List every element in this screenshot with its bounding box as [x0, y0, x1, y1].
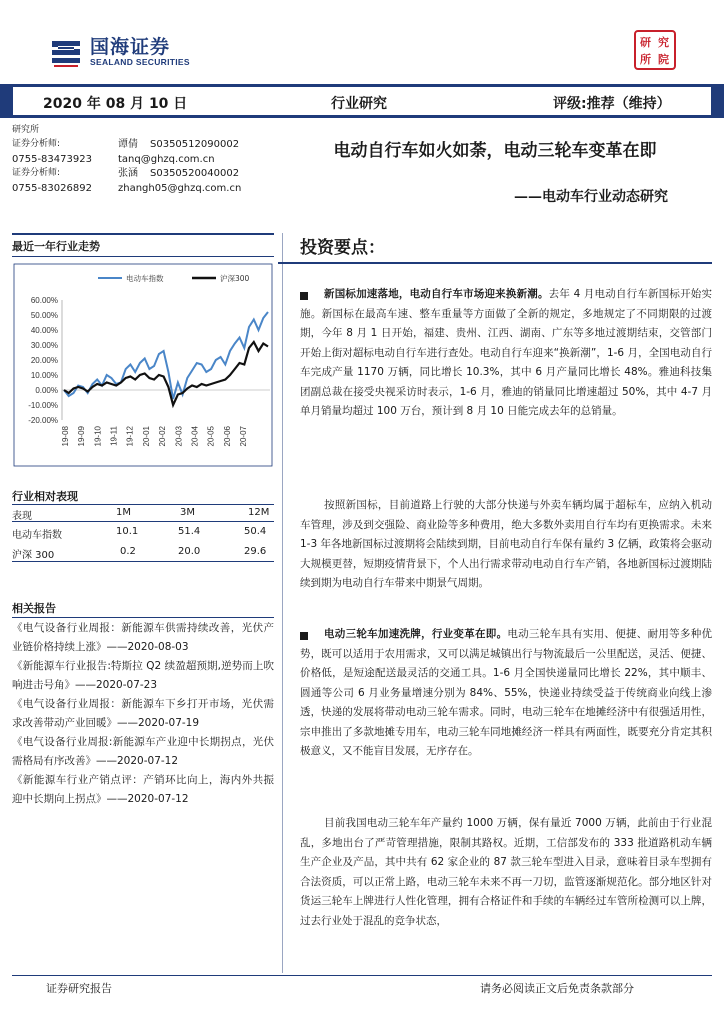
y-tick-label: -20.00%: [28, 416, 58, 425]
legend-label: 电动车指数: [126, 274, 164, 283]
paragraph-lead: 新国标加速落地，电动自行车市场迎来换新潮。: [324, 288, 549, 300]
analyst2-id: S0350520040002: [150, 168, 240, 179]
perf-row-12m: 50.4: [244, 526, 267, 537]
footer-right-text: 请务必阅读正文后免责条款部分: [480, 982, 634, 995]
y-tick-label: 50.00%: [30, 311, 58, 320]
x-tick-label: 20-02: [158, 426, 168, 447]
perf-row-name: 电动车指数: [12, 530, 62, 541]
y-tick-label: 0.00%: [35, 386, 58, 395]
table-row: [12, 544, 274, 562]
y-tick-label: 20.00%: [30, 356, 58, 365]
x-tick-label: 20-07: [239, 426, 248, 447]
left-divider: [12, 233, 274, 235]
paragraph-new-standard: [300, 285, 712, 422]
x-tick-label: 19-12: [125, 426, 135, 447]
paragraph-tricycle: [300, 625, 712, 762]
analyst1-phone: 0755-83473923: [12, 154, 92, 165]
performance-heading: 行业相对表现: [12, 490, 78, 503]
y-tick-label: 60.00%: [30, 296, 58, 305]
list-item[interactable]: 《新能源车行业报告:特斯拉 Q2 续盈超预期,逆势而上吹响进击号角》——2020-07-23: [12, 660, 274, 691]
perf-col-1m: 1M: [116, 507, 131, 518]
analyst2-email: zhangh05@ghzq.com.cn: [118, 183, 242, 194]
perf-row-3m: 20.0: [178, 546, 201, 557]
report-info-band: [0, 84, 724, 118]
y-tick-label: -10.00%: [28, 401, 58, 410]
company-logo: [48, 34, 190, 70]
footer-rule: [12, 975, 712, 976]
perf-row-name: 沪深 300: [12, 550, 55, 561]
perf-col-12m: 12M: [248, 507, 270, 518]
reports-heading: 相关报告: [12, 602, 56, 615]
legend-label: 沪深300: [220, 274, 250, 283]
trend-heading: 最近一年行业走势: [12, 240, 100, 253]
perf-row-12m: 29.6: [244, 546, 267, 557]
paragraph-tricycle-regulation: 目前我国电动三轮车年产量约 1000 万辆，保有量近 7000 万辆，此前由于行业混乱，多地出台了严苛管理措施，限制其路权。近期，工信部发布的 333 批道路机动车辆生产企业及产品，其中共有 62 家企业的 87 款三轮车型进入目录，意味着目录车型拥有合法资质，可以正常上路，电动三轮车未来不再一刀切，监管逐渐规范化。部分地区针对货运三轮车上牌进行人性化管理，拥有合格证件和手续的车辆经过车管所检测可以上牌，过去行业处于混乱的竞争状态，: [300, 817, 712, 927]
report-subtitle: ——电动车行业动态研究: [514, 189, 668, 205]
trend-rule: [12, 256, 274, 257]
x-tick-label: 20-04: [190, 426, 200, 447]
list-item[interactable]: 《电气设备行业周报：新能源车供需持续改善，光伏产业链价格持续上涨》——2020-08-03: [12, 622, 274, 653]
x-tick-label: 20-06: [222, 426, 232, 447]
analyst2-label: 证券分析师:: [12, 168, 61, 178]
logo-english-name: SEALAND SECURITIES: [90, 56, 190, 67]
related-reports-list: [12, 619, 274, 809]
reports-rule: [12, 617, 274, 618]
x-tick-label: 20-01: [141, 426, 151, 447]
report-date: 2020 年 08 月 10 日: [43, 96, 188, 112]
perf-col-3m: 3M: [180, 507, 195, 518]
analyst2-phone: 0755-83026892: [12, 183, 92, 194]
perf-row-1m: 10.1: [116, 526, 139, 537]
paragraph-transition-period: 按照新国标，目前道路上行驶的大部分快递与外卖车辆均属于超标车，应纳入机动车管理，涉及到交强险、商业险等多种费用，绝大多数外卖用自行车均有更换需求。未来 1-3 年各地新国标过渡期将会陆续到期，目前电动自行车保有量约 3 亿辆，政策将会驱动大规模更替，短期疫情背景下，个人出行需求带动电动自行车产销，各地新国标过渡期陆续到期为电动自行车带来中期景气周期。: [300, 499, 712, 589]
paragraph-body: 去年 4 月电动自行车新国标开始实施。新国标在最高车速、整车重量等方面做了全新的规定，多地规定了不同期限的过渡期，今年 8 月 1 日开始，福建、贵州、江西、湖南、广东等多地过渡期结束，交管部门开始上街对超标电动自行车进行查处。电动自行车迎来“换新潮”，1-6 月，全国电动自行车完成产量 1170 万辆，同比增长 10.3%，其中 6 月产量同比增长 48%。雅迪科技集团副总裁在接受央视采访时表示，1-6 月，雅迪的销量同比增速超过 50%，其中 4-7 月单月销量均超过 100 万台，预计到 8 月 10 日能完成去年的总销量。: [300, 288, 713, 417]
x-tick-label: 19-10: [93, 426, 103, 447]
x-tick-label: 20-05: [206, 426, 216, 447]
paragraph-lead: 电动三轮车加速洗牌，行业变革在即。: [324, 628, 508, 640]
investment-points-heading: 投资要点：: [300, 238, 385, 258]
analyst1-name: 谭倩: [118, 139, 138, 150]
series-line: [64, 342, 268, 405]
paragraph-body: 电动三轮车具有实用、便捷、耐用等多种优势，既可以适用于农用需求，又可以满足城镇出行与物流最后一公里配送，灵活、便捷、价格低，是短途配送最灵活的交通工具。1-6 月全国快递量同比增长 22%，其中顺丰、圆通等公司 6 月业务量增速分别为 84%、55%，快递业持续受益于传统商业向线上渗透，快递的发展将带动电动三轮车需求。同时，电动三轮车在地摊经济中有很强适用性，宗申推出了多款地摊专用车，电动三轮车同地摊经济一样具有两面性，既要充分肯定其积极意义，又不能盲目发展，无序存在。: [300, 628, 713, 757]
x-tick-label: 20-03: [174, 426, 184, 447]
list-item[interactable]: 《新能源车行业产销点评：产销环比向上，海内外共振迎中长期向上拐点》——2020-07-12: [12, 774, 274, 805]
x-tick-label: 19-08: [61, 426, 70, 447]
analyst1-label: 证券分析师:: [12, 139, 61, 149]
x-tick-label: 19-11: [109, 426, 119, 446]
analyst2-name: 张涵: [118, 168, 138, 179]
table-row: [12, 524, 274, 542]
column-divider: [282, 233, 283, 973]
performance-header-row: [12, 504, 274, 522]
right-divider: [278, 262, 712, 264]
industry-trend-chart: [12, 262, 274, 482]
report-category: 行业研究: [331, 96, 387, 112]
dept-label: 研究所: [12, 125, 40, 135]
list-item[interactable]: 《电气设备行业周报：新能源车下乡打开市场，光伏需求改善带动产业回暖》——2020-07-19: [12, 698, 274, 729]
perf-row-3m: 51.4: [178, 526, 201, 537]
research-seal-stamp: 研 究 所 院: [634, 30, 676, 70]
perf-row-1m: 0.2: [120, 546, 136, 557]
list-item[interactable]: 《电气设备行业周报:新能源车产业迎中长期拐点，光伏需格局有序改善》——2020-07-12: [12, 736, 274, 767]
x-tick-label: 19-09: [77, 426, 87, 447]
logo-chinese-name: 国海证券: [90, 35, 171, 58]
footer-left-text: 证券研究报告: [46, 982, 112, 995]
perf-col-label: 表现: [12, 511, 32, 522]
report-title: 电动自行车如火如荼，电动三轮车变革在即: [333, 141, 657, 161]
analyst1-email: tanq@ghzq.com.cn: [118, 154, 215, 165]
analyst1-id: S0350512090002: [150, 139, 240, 150]
sealand-logo-icon: [48, 35, 84, 69]
y-tick-label: 10.00%: [30, 371, 58, 380]
y-tick-label: 30.00%: [30, 341, 58, 350]
y-tick-label: 40.00%: [30, 326, 58, 335]
report-rating: 评级:推荐（维持）: [553, 96, 671, 112]
